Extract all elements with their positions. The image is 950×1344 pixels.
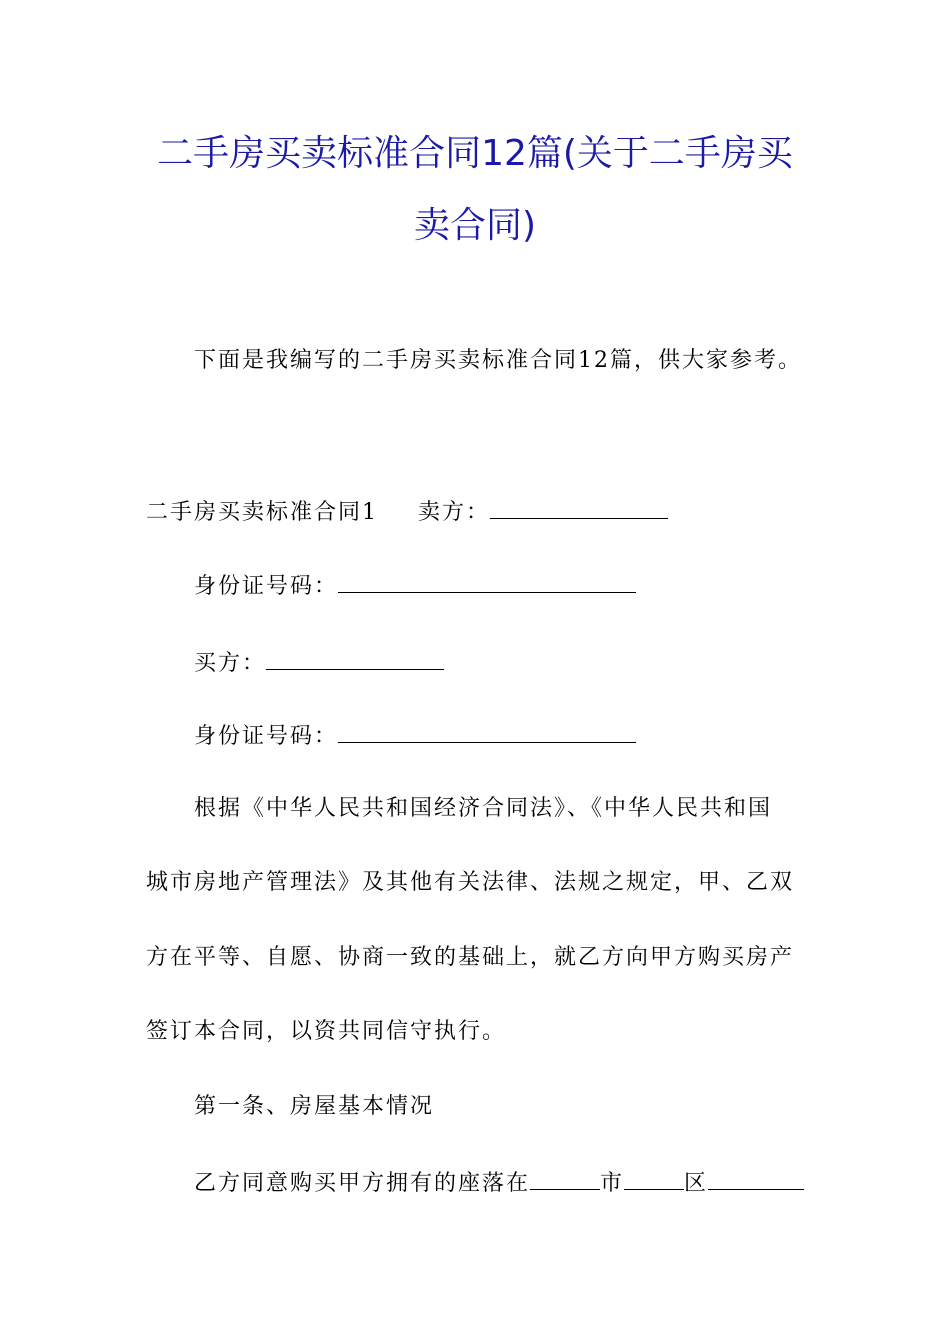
intro-paragraph: 下面是我编写的二手房买卖标准合同12篇，供大家参考。 <box>194 348 802 373</box>
paragraph-1-line-4: 签订本合同，以资共同信守执行。 <box>146 1019 507 1044</box>
paragraph-1-line-3: 方在平等、自愿、协商一致的基础上，就乙方向甲方购买房产 <box>146 945 795 970</box>
buyer-label: 买方： <box>194 651 267 676</box>
section-heading: 二手房买卖标准合同1 <box>146 500 378 525</box>
seller-id-line <box>194 570 636 601</box>
buyer-name-blank[interactable] <box>266 647 444 670</box>
seller-name-blank[interactable] <box>490 496 668 519</box>
address-blank[interactable] <box>708 1167 804 1190</box>
seller-id-label: 身份证号码： <box>194 574 339 599</box>
article-1-prefix: 乙方同意购买甲方拥有的座落在 <box>194 1171 531 1196</box>
paragraph-1-line-1: 根据《中华人民共和国经济合同法》、《中华人民共和国 <box>194 796 773 821</box>
document-title-line-1: 二手房买卖标准合同12篇(关于二手房买 <box>157 133 793 174</box>
article-1-text <box>194 1167 804 1198</box>
paragraph-1-line-2: 城市房地产管理法》及其他有关法律、法规之规定，甲、乙双 <box>146 870 795 895</box>
district-blank[interactable] <box>624 1167 684 1190</box>
buyer-id-blank[interactable] <box>338 720 636 743</box>
buyer-id-line <box>194 720 636 751</box>
seller-id-blank[interactable] <box>338 570 636 593</box>
city-label: 市 <box>600 1171 625 1196</box>
buyer-id-label: 身份证号码： <box>194 724 339 749</box>
contract-section-line <box>146 496 668 527</box>
district-label: 区 <box>684 1171 709 1196</box>
article-1-heading: 第一条、房屋基本情况 <box>194 1094 435 1119</box>
city-blank[interactable] <box>530 1167 600 1190</box>
buyer-line <box>194 647 444 678</box>
seller-label: 卖方： <box>418 500 491 525</box>
document-title-line-2: 卖合同) <box>413 205 537 246</box>
